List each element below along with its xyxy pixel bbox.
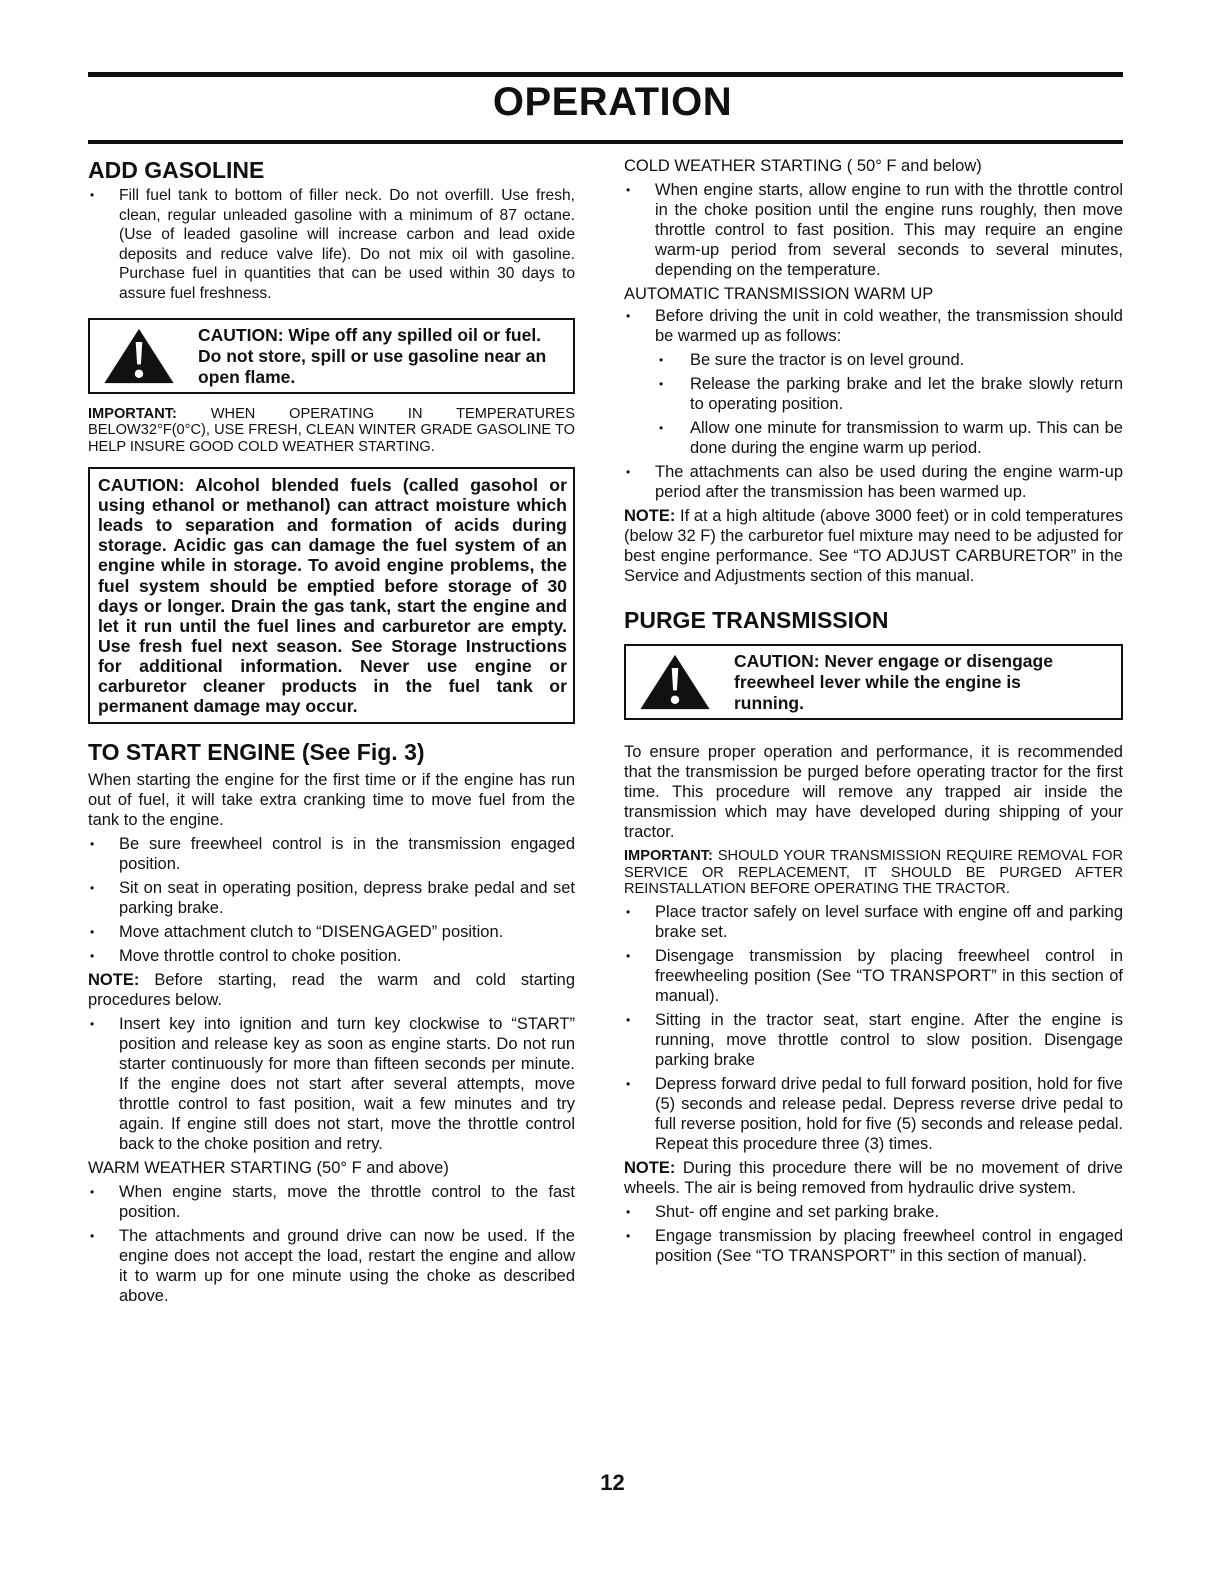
note-text: If at a high altitude (above 3000 feet) or in cold temperatures (below 32 F) the carburetor fuel mixture may need to be adjusted for best engine performance. See “TO ADJUST CARBURETOR” in the Service and Adjustments section of this manual. — [624, 507, 1123, 585]
list-item: • Be sure the tractor is on level ground. — [624, 350, 1123, 370]
caution-text: CAUTION: Never engage or disengage freewheel lever while the engine is running. — [734, 651, 1053, 713]
list-item: • Sit on seat in operating position, depress brake pedal and set parking brake. — [88, 878, 575, 918]
page-title: OPERATION — [492, 80, 733, 124]
title-underline — [88, 140, 1123, 144]
important-label: IMPORTANT: — [88, 405, 177, 422]
list-item: • Engage transmission by placing freewheel control in engaged position (See “TO TRANSPORT” in this section of manual). — [624, 1226, 1123, 1266]
purge-intro: To ensure proper operation and performance, it is recommended that the transmission be purged before operating tractor for the first time. This procedure will remove any trapped air inside the transmission which may have developed during shipping of your tractor. — [624, 743, 1123, 841]
caution-box-gasoline — [88, 318, 575, 394]
warning-triangle-icon — [100, 327, 178, 385]
list-item: • Sitting in the tractor seat, start engine. After the engine is running, move throttle control to slow position. Disengage parking brake — [624, 1010, 1123, 1070]
list-item: • Shut- off engine and set parking brake. — [624, 1202, 1123, 1222]
note-text: Before starting, read the warm and cold starting procedures below. — [88, 971, 575, 1010]
start-engine-note — [88, 970, 575, 1010]
note-label: NOTE: — [624, 1158, 676, 1177]
important-note-temperatures — [88, 406, 575, 456]
page-number: 12 — [600, 1470, 625, 1495]
list-item: • Release the parking brake and let the brake slowly return to operating position. — [624, 374, 1123, 414]
purge-transmission-heading: PURGE TRANSMISSION — [624, 607, 889, 633]
start-engine-list-2 — [88, 1014, 575, 1154]
important-text: SHOULD YOUR TRANSMISSION REQUIRE REMOVAL FOR SERVICE OR REPLACEMENT, IT SHOULD BE PURGED AFTER REINSTALLATION BEFORE OPERATING THE TRACTOR. — [624, 848, 1123, 897]
list-item: • When engine starts, move the throttle control to the fast position. — [88, 1182, 575, 1222]
warm-weather-heading: WARM WEATHER STARTING (50° F and above) — [88, 1159, 449, 1178]
list-item — [624, 306, 1123, 346]
auto-transmission-sublist — [624, 350, 1123, 458]
purge-note — [624, 1158, 1123, 1198]
list-item-text: Before driving the unit in cold weather, the transmission should be warmed up as follows: — [655, 307, 1123, 345]
list-item: • Depress forward drive pedal to full forward position, hold for five (5) seconds and release pedal. Depress reverse drive pedal to full reverse position, hold for five (5) seconds and release pedal. Repeat this procedure three (3) times. — [624, 1074, 1123, 1154]
warning-triangle-icon — [636, 653, 714, 711]
list-item: • Allow one minute for transmission to warm up. This can be done during the engine warm up period. — [624, 418, 1123, 458]
list-item: • When engine starts, allow engine to run with the throttle control in the choke position until the engine runs roughly, then move throttle control to fast position. This may require an engine warm-up period from several seconds to several minutes, depending on the temperature. — [624, 180, 1123, 280]
right-column — [624, 156, 1123, 1270]
purge-list — [624, 902, 1123, 1154]
left-column — [88, 156, 575, 1310]
note-label: NOTE: — [624, 507, 676, 525]
purge-list-2 — [624, 1202, 1123, 1266]
list-item: • Insert key into ignition and turn key clockwise to “START” position and release key as soon as engine starts. Do not run starter continuously for more than fifteen seconds per minute. If the engine does not start after several attempts, move throttle control to fast position, wait a few minutes and try again. If engine still does not start, move the throttle control back to the choke position and retry. — [88, 1014, 575, 1154]
note-text: During this procedure there will be no movement of drive wheels. The air is being removed from hydraulic drive system. — [624, 1158, 1123, 1197]
list-item: • Fill fuel tank to bottom of filler neck. Do not overfill. Use fresh, clean, regular unleaded gasoline with a minimum of 87 octane. (Use of leaded gasoline will increase carbon and lead oxide deposits and reduce valve life). Do not mix oil with gasoline. Purchase fuel in quantities that can be used within 30 days to assure fuel freshness. — [88, 186, 575, 304]
add-gasoline-heading: ADD GASOLINE — [88, 157, 265, 183]
important-note-transmission — [624, 848, 1123, 898]
note-label: NOTE: — [88, 971, 140, 990]
list-item: • Be sure freewheel control is in the transmission engaged position. — [88, 834, 575, 874]
caution-text: CAUTION: Wipe off any spilled oil or fuel. Do not store, spill or use gasoline near an open flame. — [198, 324, 547, 387]
list-item: • Move throttle control to choke position. — [88, 946, 575, 966]
auto-transmission-list-2 — [624, 462, 1123, 502]
caution-text: CAUTION: Alcohol blended fuels (called gasohol or using ethanol or methanol) can attract moisture which leads to separation and formation of acids during storage. Acidic gas can damage the fuel system of an engine while in storage. To avoid engine problems, the fuel system should be emptied before storage of 30 days or longer. Drain the gas tank, start the engine and let it run until the fuel lines and carburetor are empty. Use fresh fuel next season. See Storage Instructions for additional information. Never use engine or carburetor cleaner products in the fuel tank or permanent damage may occur. — [98, 475, 567, 717]
cold-weather-list — [624, 180, 1123, 280]
important-text: WHEN OPERATING IN TEMPERATURES BELOW32°F(0°C), USE FRESH, CLEAN WINTER GRADE GASOLINE TO HELP INSURE GOOD COLD WEATHER STARTING. — [88, 405, 575, 455]
list-item: • The attachments can also be used during the engine warm-up period after the transmission has been warmed up. — [624, 462, 1123, 502]
list-item: • The attachments and ground drive can now be used. If the engine does not accept the load, restart the engine and allow it to warm up for one minute using the choke as described above. — [88, 1226, 575, 1306]
add-gasoline-list — [88, 186, 575, 304]
caution-box-alcohol-fuels — [88, 467, 575, 724]
list-item: • Move attachment clutch to “DISENGAGED” position. — [88, 922, 575, 942]
warm-weather-list — [88, 1182, 575, 1306]
start-engine-intro: When starting the engine for the first time or if the engine has run out of fuel, it will take extra cranking time to move fuel from the tank to the engine. — [88, 771, 575, 830]
auto-transmission-list — [624, 306, 1123, 346]
cold-weather-heading: COLD WEATHER STARTING ( 50° F and below) — [624, 157, 982, 175]
list-item: • Place tractor safely on level surface with engine off and parking brake set. — [624, 902, 1123, 942]
top-rule — [88, 72, 1123, 77]
auto-transmission-heading: AUTOMATIC TRANSMISSION WARM UP — [624, 285, 934, 303]
caution-box-freewheel — [624, 644, 1123, 720]
start-engine-heading: TO START ENGINE (See Fig. 3) — [88, 739, 425, 766]
important-label: IMPORTANT: — [624, 848, 713, 864]
start-engine-list — [88, 834, 575, 966]
list-item: • Disengage transmission by placing freewheel control in freewheeling position (See “TO TRANSPORT” in this section of manual). — [624, 946, 1123, 1006]
altitude-note — [624, 506, 1123, 586]
